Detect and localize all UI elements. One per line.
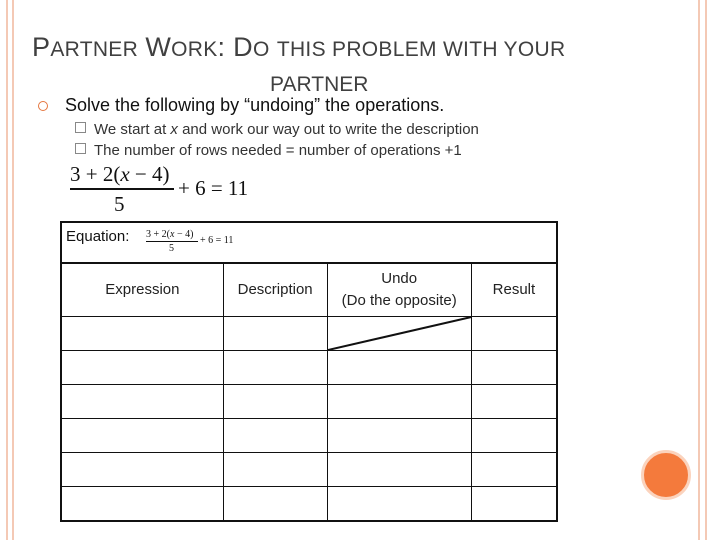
table-cell[interactable] bbox=[471, 452, 557, 486]
table-cell[interactable] bbox=[61, 316, 223, 350]
table-cell[interactable] bbox=[471, 418, 557, 452]
table-cell[interactable] bbox=[223, 316, 327, 350]
table-cell[interactable] bbox=[61, 452, 223, 486]
table-header-row bbox=[61, 263, 557, 316]
table-row bbox=[61, 418, 557, 452]
checkbox-bullet-icon bbox=[75, 143, 86, 154]
table-cell[interactable] bbox=[61, 384, 223, 418]
left-border-rail bbox=[6, 0, 8, 540]
table-row bbox=[61, 316, 557, 350]
right-border-rail bbox=[698, 0, 700, 540]
table-cell[interactable] bbox=[61, 350, 223, 384]
table-cell[interactable] bbox=[327, 350, 471, 384]
table-cell[interactable] bbox=[223, 452, 327, 486]
header-undo-line1: Undo bbox=[381, 269, 418, 287]
left-border-rail-inner bbox=[12, 0, 14, 540]
sub-bullet-2: The number of rows needed = number of operations +1 bbox=[75, 142, 462, 159]
table-cell[interactable] bbox=[327, 452, 471, 486]
table-cell[interactable] bbox=[327, 486, 471, 521]
table-row bbox=[61, 384, 557, 418]
table-row bbox=[61, 452, 557, 486]
header-undo bbox=[327, 263, 471, 316]
equation-label: Equation: bbox=[66, 228, 130, 245]
right-border-rail-inner bbox=[705, 0, 707, 540]
slide-title-line2: PARTNER bbox=[270, 73, 369, 96]
table-cell[interactable] bbox=[61, 418, 223, 452]
table-cell[interactable] bbox=[223, 384, 327, 418]
equation-large: 3 + 2(x − 4) 5 + 6 = 11 bbox=[70, 162, 249, 216]
table-cell[interactable] bbox=[471, 350, 557, 384]
equation-box bbox=[60, 221, 558, 262]
header-undo-line2: (Do the opposite) bbox=[341, 291, 457, 309]
slide-title: PARTNER WORK: DO THIS PROBLEM WITH YOUR bbox=[32, 32, 566, 62]
table-cell[interactable] bbox=[471, 486, 557, 521]
table-cell[interactable] bbox=[327, 384, 471, 418]
table-row bbox=[61, 350, 557, 384]
table-row bbox=[61, 486, 557, 521]
checkbox-bullet-icon bbox=[75, 122, 86, 133]
table-cell[interactable] bbox=[471, 316, 557, 350]
work-table bbox=[60, 262, 558, 522]
sub-bullet-1: We start at x and work our way out to write the description bbox=[75, 121, 479, 138]
diagonal-line bbox=[328, 317, 471, 350]
table-cell[interactable] bbox=[223, 350, 327, 384]
table-cell[interactable] bbox=[223, 418, 327, 452]
header-expression: Expression bbox=[61, 263, 223, 316]
table-cell[interactable] bbox=[471, 384, 557, 418]
table-cell[interactable] bbox=[61, 486, 223, 521]
equation-small: 3 + 2(x − 4) 5 + 6 = 11 bbox=[146, 229, 234, 254]
table-cell[interactable] bbox=[327, 418, 471, 452]
header-description: Description bbox=[223, 263, 327, 316]
table-cell[interactable] bbox=[223, 486, 327, 521]
header-result: Result bbox=[471, 263, 557, 316]
main-bullet-text: Solve the following by “undoing” the operations. bbox=[65, 95, 445, 115]
table-cell-diagonal[interactable] bbox=[327, 316, 471, 350]
bullet-icon bbox=[38, 101, 48, 111]
orange-circle-decoration bbox=[641, 450, 691, 500]
